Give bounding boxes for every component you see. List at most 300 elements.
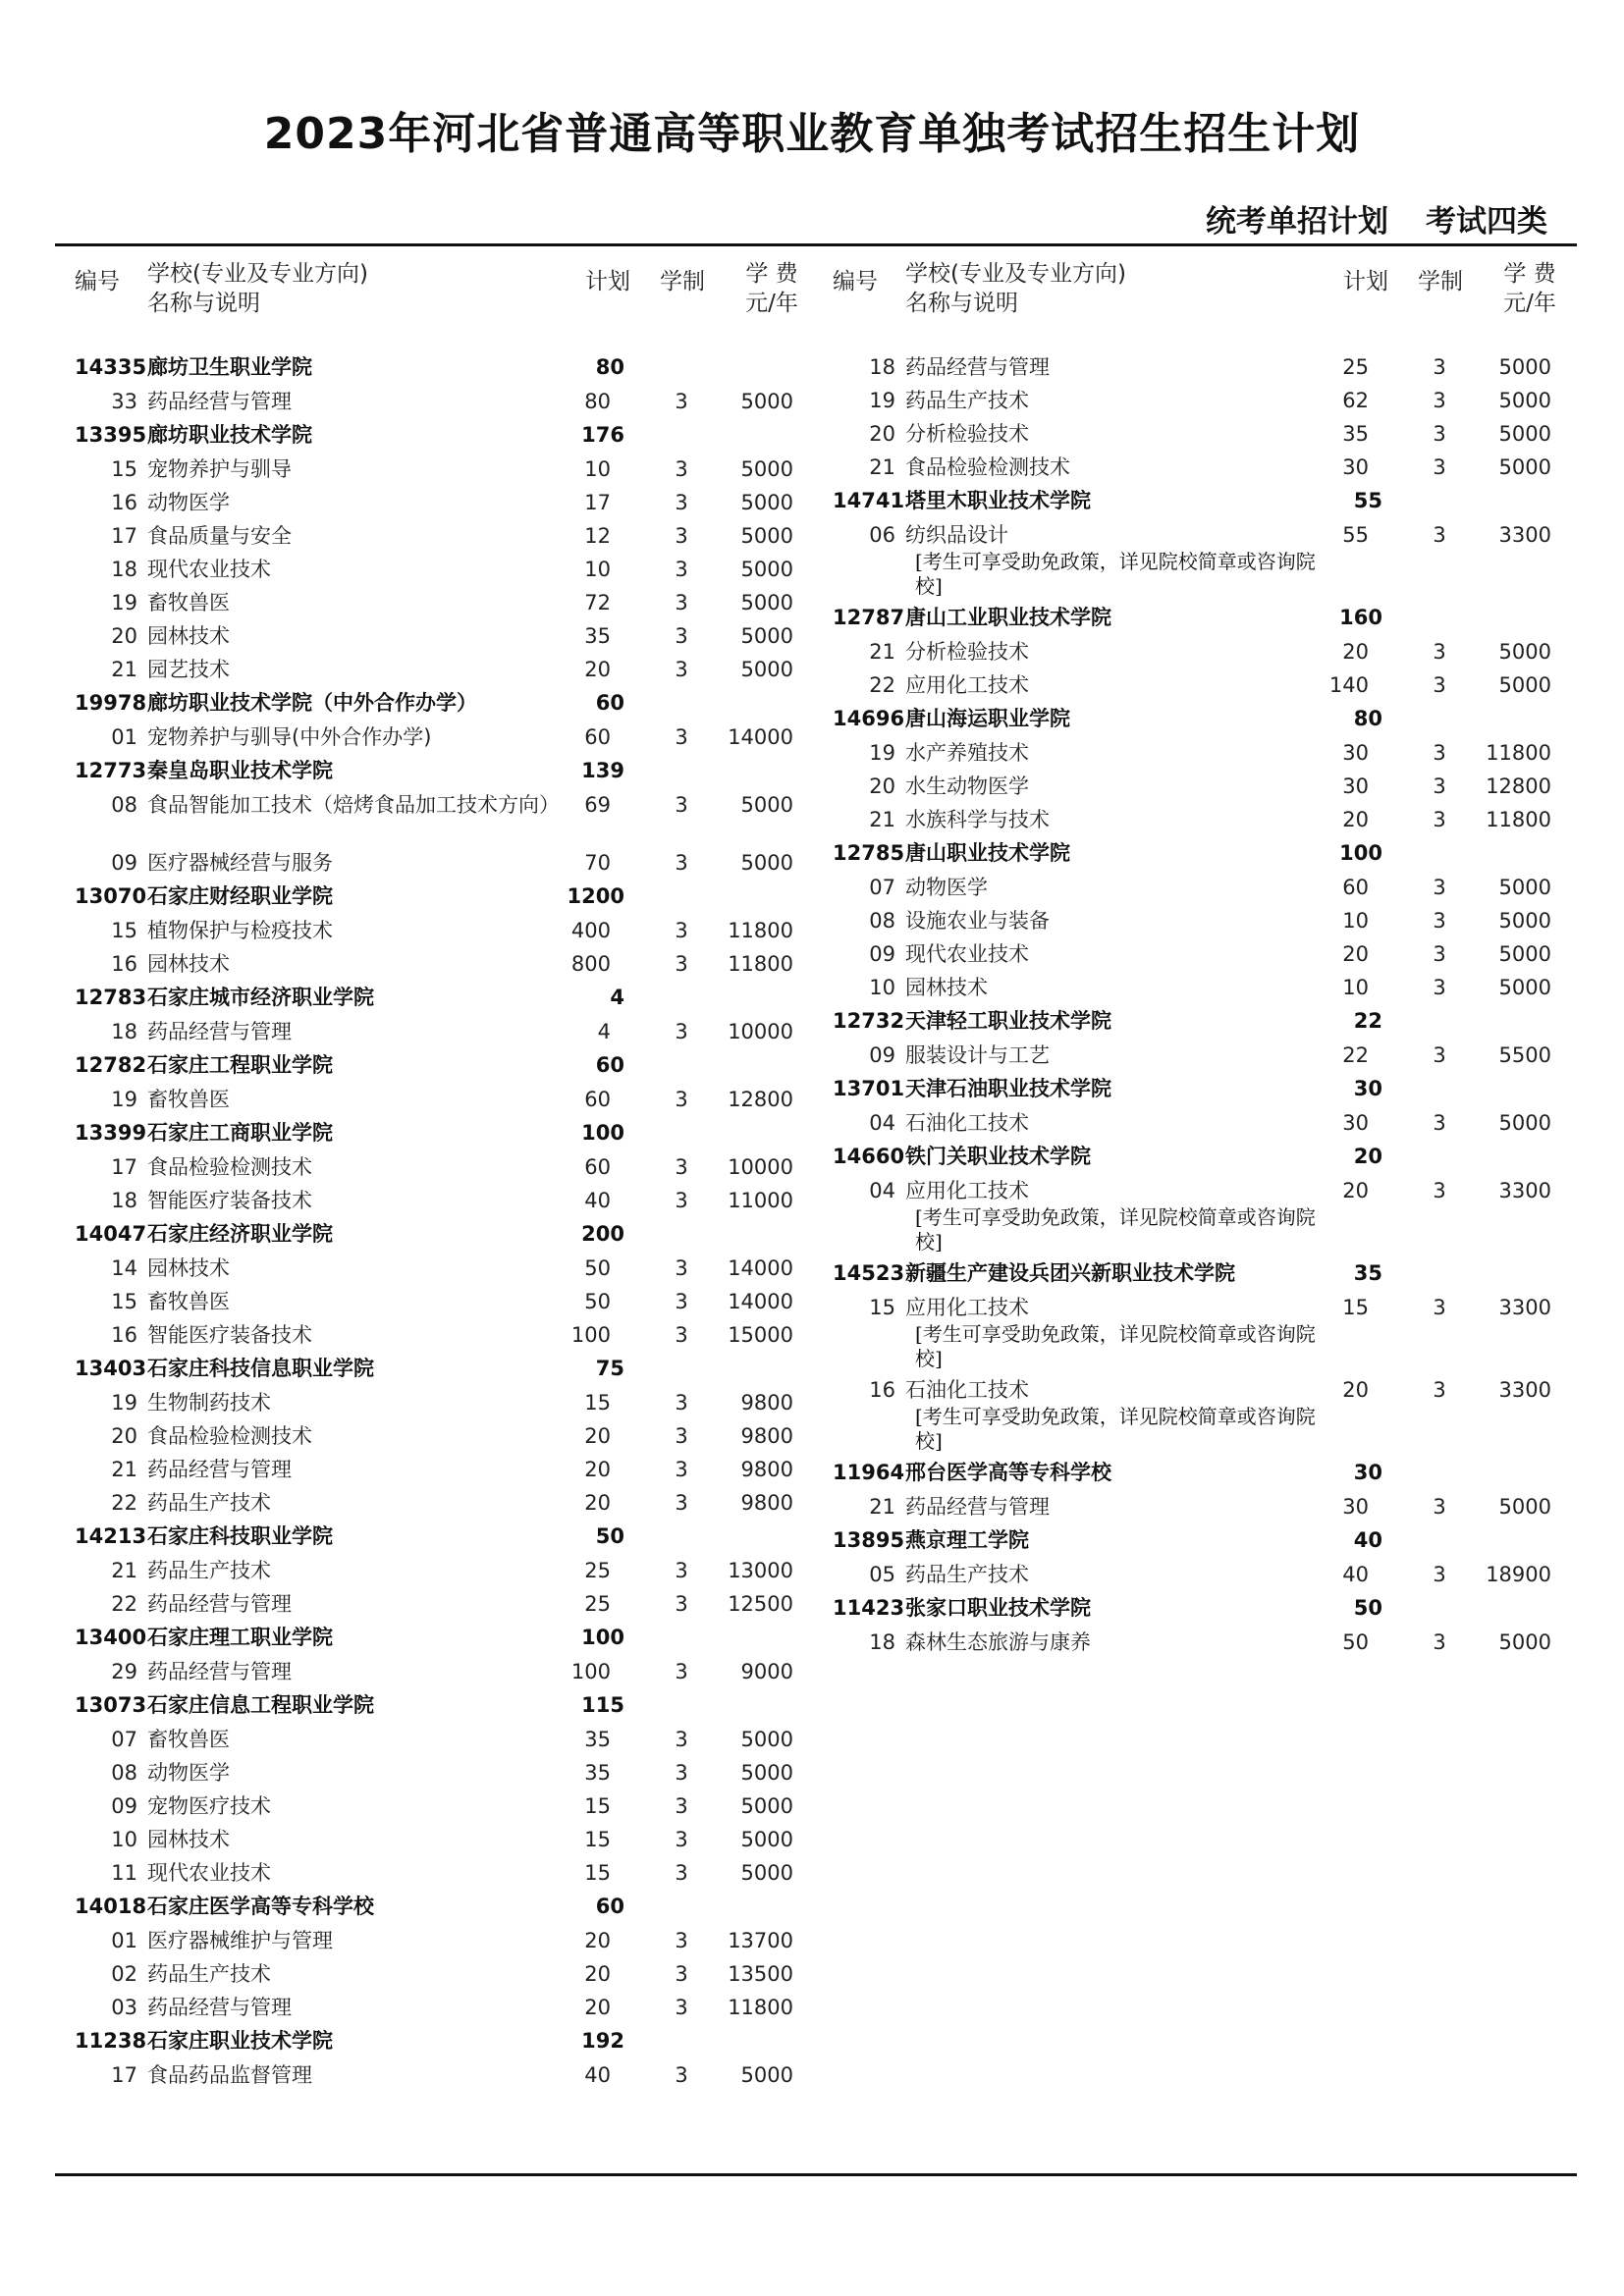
study-years: 3 [675,624,688,648]
study-years: 3 [1433,1630,1446,1654]
tuition-fee: 5000 [1498,976,1551,999]
header-years: 学制 [660,269,705,294]
major-row [75,1992,803,2025]
school-name: 廊坊职业技术学院（中外合作办学） [147,691,477,715]
school-row [75,881,803,915]
study-years: 3 [1433,422,1446,446]
tuition-fee: 18900 [1486,1563,1551,1586]
study-years: 3 [675,524,688,548]
study-years: 3 [675,1491,688,1515]
study-years: 3 [1433,774,1446,798]
study-years: 3 [675,952,688,976]
major-code: 04 [869,1111,895,1135]
plan-count: 100 [570,1660,611,1683]
major-row [75,1151,803,1185]
tuition-fee: 5500 [1498,1043,1551,1067]
tuition-fee: 5000 [1498,876,1551,899]
major-row [75,520,803,554]
major-name: 森林生态旅游与康养 [905,1630,1091,1654]
school-code: 13395 [75,423,147,447]
major-name: 宠物医疗技术 [147,1794,271,1818]
major-code: 04 [869,1179,895,1202]
tuition-fee: 11800 [1486,808,1551,831]
plan-count: 115 [581,1693,624,1717]
plan-count: 30 [1342,1495,1369,1519]
school-code: 11238 [75,2029,147,2053]
tuition-fee: 14000 [728,1256,793,1280]
major-row [833,452,1561,485]
school-name: 天津石油职业技术学院 [905,1077,1111,1100]
header-plan: 计划 [585,269,630,294]
plan-count: 176 [581,423,624,447]
school-code: 13073 [75,1693,147,1717]
school-name: 新疆生产建设兵团兴新职业技术学院 [905,1261,1235,1285]
major-name: 现代农业技术 [147,558,271,581]
study-years: 3 [1433,1111,1446,1135]
major-code: 17 [111,524,137,548]
major-name: 食品质量与安全 [147,524,292,548]
school-name: 塔里木职业技术学院 [905,489,1091,512]
major-row [75,654,803,687]
school-row [75,1622,803,1656]
tuition-fee: 5000 [740,2063,793,2087]
plan-count: 40 [1353,1528,1382,1552]
major-code: 19 [111,591,137,614]
major-code: 21 [111,1559,137,1582]
major-name: 食品药品监督管理 [147,2063,312,2087]
plan-count: 12 [584,524,611,548]
major-name: 药品生产技术 [147,1559,271,1582]
school-row [75,1891,803,1925]
right-table-body [833,351,1561,1660]
major-code: 15 [111,457,137,481]
major-code: 19 [869,741,895,765]
school-name: 石家庄工程职业学院 [147,1053,333,1077]
major-name: 畜牧兽医 [147,1290,230,1313]
plan-count: 30 [1353,1461,1382,1484]
school-name: 张家口职业技术学院 [905,1596,1091,1620]
school-row [75,1049,803,1084]
major-code: 16 [111,952,137,976]
major-code: 09 [869,942,895,966]
major-row [833,1627,1561,1660]
school-row [75,419,803,454]
plan-count: 15 [1342,1296,1369,1319]
school-code: 12785 [833,841,905,865]
major-row [833,519,1561,602]
plan-count: 20 [1353,1145,1382,1168]
school-code: 13070 [75,884,147,908]
school-name: 石家庄理工职业学院 [147,1626,333,1649]
plan-count: 62 [1342,389,1369,412]
study-years: 3 [675,1828,688,1851]
tuition-fee: 5000 [1498,355,1551,379]
major-name: 药品经营与管理 [147,1996,292,2019]
tuition-fee: 5000 [740,658,793,681]
major-name: 纺织品设计 [905,523,1008,547]
plan-count: 20 [584,1458,611,1481]
plan-count: 60 [595,691,624,715]
major-row [75,948,803,982]
plan-count: 20 [1342,942,1369,966]
major-code: 17 [111,2063,137,2087]
school-code: 13403 [75,1357,147,1380]
major-row [75,1487,803,1521]
major-code: 09 [111,1794,137,1818]
tuition-fee: 11800 [728,1996,793,2019]
column-header [75,257,803,342]
study-years: 3 [1433,389,1446,412]
plan-count: 4 [597,1020,611,1043]
school-name: 廊坊职业技术学院 [147,423,312,447]
school-row [75,982,803,1016]
plan-count: 800 [570,952,611,976]
study-years: 3 [675,1728,688,1751]
plan-count: 35 [1353,1261,1382,1285]
school-code: 13399 [75,1121,147,1145]
major-code: 08 [111,1761,137,1785]
plan-count: 25 [584,1592,611,1616]
header-fee-line2: 元/年 [1503,291,1556,316]
study-years: 3 [1433,1296,1446,1319]
study-years: 3 [675,591,688,614]
study-years: 3 [1433,976,1446,999]
study-years: 3 [675,1256,688,1280]
header-name [147,259,368,318]
plan-count: 80 [595,355,624,379]
school-row [75,1117,803,1151]
major-name: 食品检验检测技术 [905,455,1070,479]
study-years: 3 [1433,1043,1446,1067]
major-row [75,587,803,620]
school-name: 石家庄职业技术学院 [147,2029,333,2053]
major-row [75,1319,803,1353]
major-name: 园林技术 [147,952,230,976]
school-code: 14335 [75,355,147,379]
tuition-fee: 10000 [728,1020,793,1043]
tuition-fee: 5000 [1498,455,1551,479]
tuition-fee: 5000 [740,793,793,817]
tuition-fee: 5000 [740,1728,793,1751]
tuition-fee: 14000 [728,725,793,749]
school-row [75,1218,803,1253]
study-years: 3 [675,1290,688,1313]
major-row [75,487,803,520]
major-name: 药品经营与管理 [147,1592,292,1616]
major-row [75,1656,803,1689]
policy-note: [考生可享受助免政策，详见院校简章或咨询院校] [915,550,1316,598]
major-row [75,1555,803,1588]
major-row [833,351,1561,385]
school-code: 14213 [75,1524,147,1548]
study-years: 3 [675,658,688,681]
school-name: 邢台医学高等专科学校 [905,1461,1111,1484]
left-table-body [75,351,803,2093]
major-row [75,1588,803,1622]
major-name: 水产养殖技术 [905,741,1029,765]
header-fee [1481,259,1579,318]
major-row [833,1491,1561,1524]
tuition-fee: 12800 [1486,774,1551,798]
study-years: 3 [1433,640,1446,664]
tuition-fee: 3300 [1498,1296,1551,1319]
major-name: 设施农业与装备 [905,909,1050,933]
major-code: 03 [111,1996,137,2019]
tuition-fee: 5000 [1498,942,1551,966]
school-code: 14696 [833,707,905,730]
tuition-fee: 3300 [1498,1378,1551,1402]
school-name: 石家庄财经职业学院 [147,884,333,908]
study-years: 3 [675,851,688,875]
header-fee-line1: 学 费 [1503,261,1556,287]
major-code: 18 [869,1630,895,1654]
school-code: 11964 [833,1461,905,1484]
plan-count: 40 [584,1189,611,1212]
major-name: 畜牧兽医 [147,1728,230,1751]
header-name-line2: 名称与说明 [147,291,260,316]
school-name: 铁门关职业技术学院 [905,1145,1091,1168]
tuition-fee: 5000 [740,1861,793,1885]
study-years: 3 [1433,909,1446,933]
major-code: 14 [111,1256,137,1280]
major-code: 15 [111,1290,137,1313]
major-row [75,1286,803,1319]
major-code: 09 [869,1043,895,1067]
school-code: 14741 [833,489,905,512]
tuition-fee: 9800 [740,1424,793,1448]
major-name: 现代农业技术 [905,942,1029,966]
major-name: 应用化工技术 [905,673,1029,697]
major-row [75,847,803,881]
major-code: 09 [111,851,137,875]
major-row [833,804,1561,837]
major-row [833,1559,1561,1592]
major-code: 06 [869,523,895,547]
major-name: 药品生产技术 [905,389,1029,412]
tuition-fee: 12500 [728,1592,793,1616]
study-years: 3 [675,558,688,581]
plan-count: 25 [1342,355,1369,379]
plan-count: 60 [584,1155,611,1179]
school-name: 唐山职业技术学院 [905,841,1070,865]
study-years: 3 [1433,1495,1446,1519]
tuition-fee: 5000 [740,624,793,648]
school-name: 石家庄信息工程职业学院 [147,1693,374,1717]
major-name: 石油化工技术 [905,1111,1029,1135]
major-row [75,1185,803,1218]
major-code: 15 [111,919,137,942]
plan-count: 10 [1342,976,1369,999]
study-years: 3 [1433,876,1446,899]
major-row [75,721,803,755]
study-years: 3 [1433,355,1446,379]
header-plan: 计划 [1343,269,1388,294]
plan-count: 50 [595,1524,624,1548]
policy-note: [考生可享受助免政策，详见院校简章或咨询院校] [915,1205,1316,1254]
major-code: 10 [111,1828,137,1851]
major-name: 食品智能加工技术（焙烤食品加工技术方向） [147,793,560,817]
study-years: 3 [675,1020,688,1043]
study-years: 3 [675,919,688,942]
plan-count: 160 [1339,606,1382,629]
major-row [833,418,1561,452]
tuition-fee: 5000 [1498,1495,1551,1519]
school-name: 唐山海运职业学院 [905,707,1070,730]
school-row [833,1005,1561,1040]
school-code: 19978 [75,691,147,715]
major-name: 食品检验检测技术 [147,1424,312,1448]
major-row [833,972,1561,1005]
school-row [833,1592,1561,1627]
tuition-fee: 15000 [728,1323,793,1347]
major-code: 22 [869,673,895,697]
major-code: 20 [111,624,137,648]
plan-count: 55 [1342,523,1369,547]
school-row [833,1457,1561,1491]
plan-count: 50 [584,1290,611,1313]
school-name: 唐山工业职业技术学院 [905,606,1111,629]
plan-count: 30 [1342,455,1369,479]
major-row [833,737,1561,771]
school-row [75,755,803,789]
plan-count: 60 [584,725,611,749]
major-code: 10 [869,976,895,999]
study-years: 3 [675,1323,688,1347]
study-years: 3 [675,1559,688,1582]
plan-count: 50 [1342,1630,1369,1654]
major-row [75,1387,803,1420]
plan-count: 20 [584,1962,611,1986]
plan-count: 1200 [567,884,624,908]
tuition-fee: 5000 [740,1794,793,1818]
school-code: 12732 [833,1009,905,1033]
plan-count: 20 [584,1929,611,1952]
study-years: 3 [675,1592,688,1616]
page-subtitle [1168,196,1547,240]
left-column [75,257,803,2093]
plan-count: 70 [584,851,611,875]
tuition-fee: 12800 [728,1088,793,1111]
major-row [833,385,1561,418]
tuition-fee: 11800 [728,952,793,976]
header-name [905,259,1126,318]
study-years: 3 [1433,1563,1446,1586]
tuition-fee: 5000 [740,1761,793,1785]
study-years: 3 [675,457,688,481]
plan-count: 75 [595,1357,624,1380]
major-name: 园林技术 [147,624,230,648]
plan-count: 72 [584,591,611,614]
major-row [75,1824,803,1857]
study-years: 3 [675,1996,688,2019]
major-row [75,1790,803,1824]
study-years: 3 [1433,808,1446,831]
major-row [75,620,803,654]
major-name: 动物医学 [147,491,230,514]
school-name: 石家庄工商职业学院 [147,1121,333,1145]
major-row [75,1857,803,1891]
plan-count: 200 [581,1222,624,1246]
major-code: 22 [111,1592,137,1616]
tuition-fee: 14000 [728,1290,793,1313]
school-row [833,703,1561,737]
tuition-fee: 11800 [1486,741,1551,765]
tuition-fee: 5000 [740,851,793,875]
major-name: 园林技术 [905,976,988,999]
major-code: 16 [111,1323,137,1347]
major-code: 21 [869,1495,895,1519]
major-name: 药品生产技术 [147,1962,271,1986]
plan-count: 20 [1342,640,1369,664]
school-name: 燕京理工学院 [905,1528,1029,1552]
tuition-fee: 5000 [740,457,793,481]
major-code: 18 [111,1189,137,1212]
major-code: 15 [869,1296,895,1319]
school-row [833,602,1561,636]
tuition-fee: 9800 [740,1491,793,1515]
tuition-fee: 5000 [1498,422,1551,446]
major-code: 01 [111,725,137,749]
tuition-fee: 5000 [1498,389,1551,412]
major-name: 智能医疗装备技术 [147,1323,312,1347]
major-code: 08 [111,793,137,817]
major-code: 17 [111,1155,137,1179]
study-years: 3 [675,1861,688,1885]
tuition-fee: 5000 [740,591,793,614]
major-name: 水族科学与技术 [905,808,1050,831]
major-row [75,789,803,847]
major-code: 16 [111,491,137,514]
study-years: 3 [675,1660,688,1683]
major-name: 园艺技术 [147,658,230,681]
tuition-fee: 5000 [740,491,793,514]
major-code: 21 [869,455,895,479]
major-row [75,554,803,587]
bottom-rule [55,2173,1577,2176]
major-name: 园林技术 [147,1828,230,1851]
school-code: 12773 [75,759,147,782]
major-code: 01 [111,1929,137,1952]
plan-count: 30 [1342,774,1369,798]
major-code: 21 [111,1458,137,1481]
plan-count: 20 [1342,808,1369,831]
school-name: 石家庄经济职业学院 [147,1222,333,1246]
major-row [75,2059,803,2093]
plan-count: 60 [595,1053,624,1077]
plan-count: 192 [581,2029,624,2053]
study-years: 3 [675,1088,688,1111]
header-code: 编号 [75,269,120,294]
header-years: 学制 [1418,269,1463,294]
major-code: 11 [111,1861,137,1885]
tuition-fee: 3300 [1498,523,1551,547]
major-code: 21 [869,640,895,664]
plan-count: 15 [584,1861,611,1885]
major-name: 分析检验技术 [905,422,1029,446]
major-name: 水生动物医学 [905,774,1029,798]
major-row [75,1454,803,1487]
major-code: 22 [111,1491,137,1515]
right-column [833,257,1561,1660]
major-code: 20 [869,422,895,446]
plan-count: 35 [584,624,611,648]
major-row [75,1724,803,1757]
major-name: 应用化工技术 [905,1179,1029,1202]
exam-category-label: 考试四类 [1426,204,1547,240]
major-code: 20 [869,774,895,798]
major-name: 药品生产技术 [147,1491,271,1515]
header-fee [723,259,821,318]
